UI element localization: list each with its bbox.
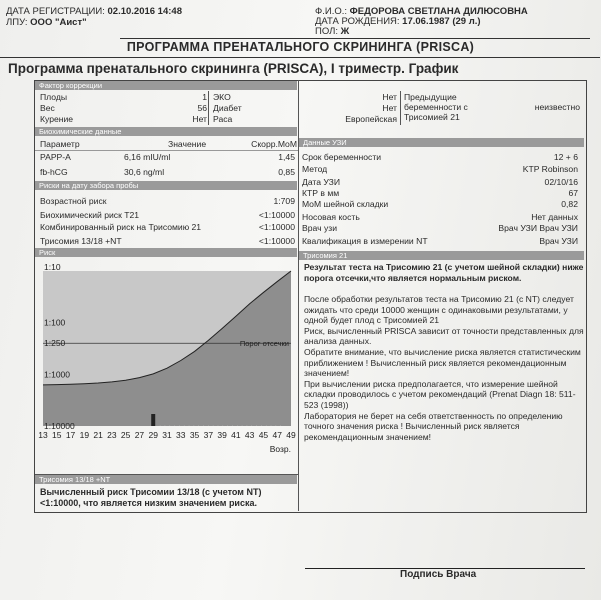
x-tick-label: 13	[38, 430, 48, 440]
y-tick-label: 1:10	[44, 262, 61, 272]
papp-name: PAPP-A	[40, 152, 71, 162]
prev-pregnancy-label-2: беременности с	[404, 102, 468, 112]
x-tick-label: 31	[162, 430, 172, 440]
eco-label: ЭКО	[213, 92, 231, 102]
y-tick-label: 1:100	[44, 317, 66, 328]
ultrasound-label: Дата УЗИ	[302, 177, 341, 187]
x-tick-label: 21	[93, 430, 103, 440]
band-biochem: Биохимические данные	[35, 127, 297, 136]
band-ultrasound: Данные УЗИ	[299, 138, 584, 147]
ultrasound-value: 0,82	[561, 199, 578, 209]
x-tick-label: 29	[148, 430, 158, 440]
x-tick-label: 47	[272, 430, 282, 440]
hcg-mom: 0,85	[278, 167, 295, 177]
band-correction: Фактор коррекции	[35, 81, 297, 90]
x-tick-label: 33	[176, 430, 186, 440]
diabetes-value: Нет	[382, 103, 397, 113]
hcg-name: fb-hCG	[40, 167, 68, 177]
y-tick-label: 1:250	[44, 338, 66, 349]
registration-date: ДАТА РЕГИСТРАЦИИ: 02.10.2016 14:48	[6, 6, 182, 17]
x-tick-label: 27	[134, 430, 145, 440]
fetus-value: 1	[202, 92, 207, 102]
x-tick-label: 23	[107, 430, 117, 440]
patient-name: Ф.И.О.: ФЕДОРОВА СВЕТЛАНА ДИЛЮСОВНА	[315, 6, 528, 17]
ultrasound-value: 02/10/16	[544, 177, 578, 187]
ultrasound-label: Носовая кость	[302, 212, 360, 222]
x-tick-label: 45	[258, 430, 269, 440]
band-t21: Трисомия 21	[299, 251, 584, 260]
hcg-value: 30,6 ng/ml	[124, 167, 165, 177]
race-label: Раса	[213, 114, 233, 124]
papp-mom: 1,45	[278, 152, 295, 162]
x-tick-label: 41	[231, 430, 241, 440]
ultrasound-label: Срок беременности	[302, 152, 382, 162]
ultrasound-label: КТР в мм	[302, 188, 340, 198]
weight-value: 56	[197, 103, 207, 113]
combined-risk-label: Комбинированный риск на Трисомию 21	[40, 222, 202, 232]
x-tick-label: 35	[189, 430, 200, 440]
doctor-signature-label: Подпись Врача	[400, 569, 477, 580]
age-risk-label: Возрастной риск	[40, 196, 107, 206]
patient-risk-marker	[151, 414, 155, 426]
x-axis-label: Возр.	[269, 444, 291, 454]
x-tick-label: 39	[217, 430, 227, 440]
prev-pregnancy-label-1: Предыдущие	[404, 92, 457, 102]
band-risks: Риски на дату забора пробы	[35, 181, 297, 190]
race-value: Европейская	[345, 114, 397, 124]
biochem-header-mom: Скорр.MoM	[251, 139, 297, 149]
smoking-label: Курение	[40, 114, 74, 124]
birth-date: ДАТА РОЖДЕНИЯ: 17.06.1987 (29 л.)	[315, 16, 481, 27]
biochem-header-value: Значение	[168, 139, 207, 149]
ultrasound-value: 12 + 6	[553, 152, 578, 162]
program-title: ПРОГРАММА ПРЕНАТАЛЬНОГО СКРИНИНГА (PRISCA)	[126, 40, 475, 54]
ultrasound-value: 67	[568, 188, 578, 198]
band-t13: Трисомия 13/18 +NT	[35, 475, 297, 484]
ultrasound-label: MoM шейной складки	[302, 199, 389, 209]
ultrasound-value: Нет данных	[531, 212, 578, 222]
ultrasound-label: Метод	[302, 164, 328, 174]
title-rule	[0, 57, 600, 58]
weight-label: Вес	[40, 103, 55, 113]
prev-divider	[400, 91, 401, 125]
x-tick-label: 49	[286, 430, 296, 440]
prev-pregnancy-value: неизвестно	[534, 102, 580, 112]
prev-pregnancy-label-3: Трисомией 21	[404, 112, 460, 122]
x-tick-label: 37	[203, 430, 214, 440]
cutoff-label: Порог отсечки	[239, 339, 289, 349]
clinic: ЛПУ: ООО "Аист"	[6, 17, 87, 28]
papp-value: 6,16 mIU/ml	[124, 152, 171, 162]
x-tick-label: 15	[52, 430, 62, 440]
ultrasound-value: Врач УЗИ Врач УЗИ	[498, 223, 578, 233]
ultrasound-value: KTP Robinson	[522, 164, 578, 174]
band-risk-chart: Риск	[35, 248, 297, 257]
diabetes-label: Диабет	[213, 103, 242, 113]
t13-result: Вычисленный риск Трисомии 13/18 (с учетом NT) <1:10000, что является низким значением риска.	[40, 487, 262, 508]
biochem-risk-value: <1:10000	[258, 210, 295, 220]
ultrasound-label: Врач узи	[302, 223, 338, 233]
x-tick-label: 25	[120, 430, 131, 440]
x-tick-label: 17	[65, 430, 76, 440]
x-tick-label: 19	[79, 430, 90, 440]
page-title: Программа пренатального скрининга (PRISCA), I триместр. График	[8, 61, 459, 76]
sex: ПОЛ: Ж	[315, 26, 350, 37]
x-tick-label: 43	[244, 430, 255, 440]
header-rule	[120, 38, 590, 39]
t13-risk-label: Трисомия 13/18 +NT	[40, 236, 122, 246]
ultrasound-label: Квалификация в измерении NT	[302, 236, 428, 246]
eco-value: Нет	[382, 92, 397, 102]
biochem-risk-label: Биохимический риск Т21	[40, 210, 140, 220]
biochem-header-param: Параметр	[40, 139, 80, 149]
fetus-label: Плоды	[40, 92, 68, 102]
biochem-header-rule	[35, 150, 298, 151]
t21-result-body: После обработки результатов теста на Трисомию 21 (с NT) следует ожидать что среди 10000 женщин с одинаковыми результатами, у одной будет плод с Трисомией 21 Риск, вычисленный PRISCA зависит от точности представленных для анализа данных. Обратите внимание, что вычисление риска является статистическим приближением ! Вычисленный риск является рекомендационным значением! При вычислении риска предполагается, что измерение шейной складки проводилось с учетом рекомендаций (Prenat Diagn 18: 511-523 (1998)) Лаборатория не берет на себя ответственность по определению точного значения риска ! Вычисленный риск является рекомендационным значением!	[304, 294, 584, 442]
smoking-value: Нет	[192, 114, 207, 124]
y-tick-label: 1:10000	[44, 421, 75, 431]
ultrasound-value: Врач УЗИ	[539, 236, 578, 246]
correction-divider	[208, 91, 209, 125]
combined-risk-value: <1:10000	[258, 222, 295, 232]
t13-risk-value: <1:10000	[258, 236, 295, 246]
age-risk-value: 1:709	[273, 196, 295, 206]
t21-result-heading: Результат теста на Трисомию 21 (с учетом шейной складки) ниже порога отсечки,что является нормальным риском.	[304, 262, 584, 283]
y-tick-label: 1:1000	[44, 369, 70, 380]
